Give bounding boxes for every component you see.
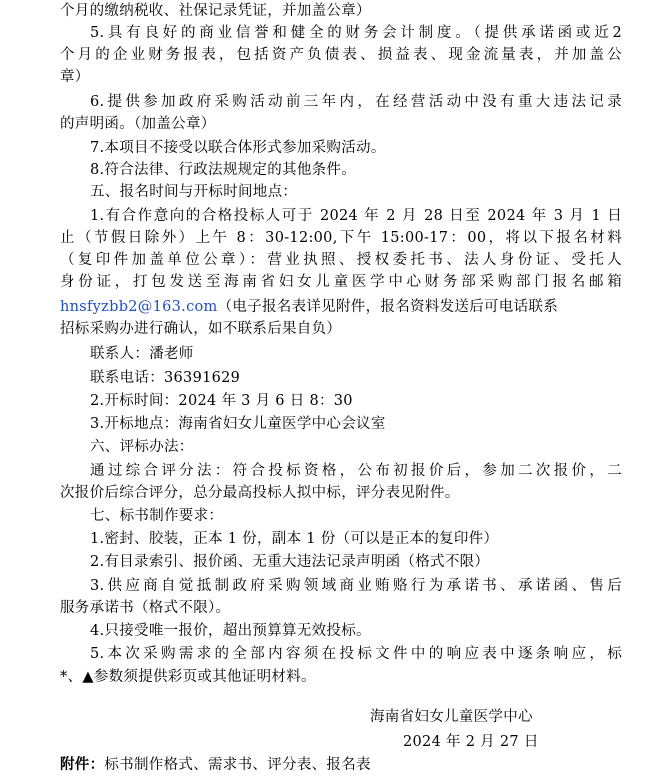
issuer-name: 海南省妇女儿童医学中心 <box>370 709 533 725</box>
text-line: 章） <box>60 69 90 85</box>
section-heading: 五、报名时间与开标时间地点： <box>90 184 298 200</box>
text-line: 的声明函。（加盖公章） <box>60 116 216 132</box>
text-line: 1.有合作意向的合格投标人可于 2024 年 2 月 28 日至 2024 年 3 月 1 日 <box>90 208 622 224</box>
text-line: 8.符合法律、行政法规规定的其他条件。 <box>90 162 357 178</box>
text-line: 2.开标时间：2024 年 3 月 6 日 8：30 <box>90 393 353 409</box>
text-line: 5.具有良好的商业信誉和健全的财务会计制度。（提供承诺函或近2 <box>90 25 622 41</box>
text-line: （复印件加盖单位公章）：营业执照、授权委托书、法人身份证、受托人 <box>60 252 622 268</box>
contact-phone: 联系电话：36391629 <box>90 370 241 386</box>
text-line: 6.提供参加政府采购活动前三年内，在经营活动中没有重大违法记录 <box>90 94 622 110</box>
section-heading: 七、标书制作要求： <box>90 508 224 524</box>
text-line: *、▲参数须提供彩页或其他证明材料。 <box>60 669 316 685</box>
attachment-list: 标书制作格式、需求书、评分表、报名表 <box>104 757 371 773</box>
text-line: 招标采购办进行确认，如不联系后果自负） <box>60 321 342 337</box>
contact-person: 联系人：潘老师 <box>90 346 194 362</box>
text-line: 个月的缴纳税收、社保记录凭证，并加盖公章） <box>60 3 371 19</box>
email-link[interactable]: hnsfyzbb2@163.com <box>60 299 218 315</box>
text-line: 7.本项目不接受以联合体形式参加采购活动。 <box>90 140 386 156</box>
issue-date: 2024 年 2 月 27 日 <box>403 734 539 750</box>
text-line: 通过综合评分法：符合投标资格，公布初报价后，参加二次报价，二 <box>90 463 622 479</box>
text-line: 5.本次采购需求的全部内容须在投标文件中的响应表中逐条响应，标 <box>90 646 622 662</box>
text-line: 个月的企业财务报表，包括资产负债表、损益表、现金流量表，并加盖公 <box>60 47 622 63</box>
text-line: 次报价后综合评分，总分最高投标人拟中标，评分表见附件。 <box>60 485 460 501</box>
text-line: 1.密封、胶装，正本 1 份，副本 1 份（可以是正本的复印件） <box>90 531 499 547</box>
section-heading: 六、评标办法： <box>90 439 194 455</box>
text-line: 3.开标地点：海南省妇女儿童医学中心会议室 <box>90 416 386 432</box>
attachment-label: 附件： <box>60 756 105 773</box>
text-line: 2.有目录索引、报价函、无重大违法记录声明函（格式不限） <box>90 554 490 570</box>
text-line: 3.供应商自觉抵制政府采购领域商业贿赂行为承诺书、承诺函、售后 <box>90 578 622 594</box>
text-line: 止（节假日除外）上午 8：30-12:00,下午 15:00-17：00，将以下报名材料 <box>60 230 622 246</box>
text-line: 服务承诺书（格式不限）。 <box>60 600 231 616</box>
text-line: 4.只接受唯一报价，超出预算算无效投标。 <box>90 623 371 639</box>
text-line: 身份证，打包发送至海南省妇女儿童医学中心财务部采购部门报名邮箱 <box>60 274 622 290</box>
text-segment: （电子报名表详见附件，报名资料发送后可电话联系 <box>217 299 558 315</box>
